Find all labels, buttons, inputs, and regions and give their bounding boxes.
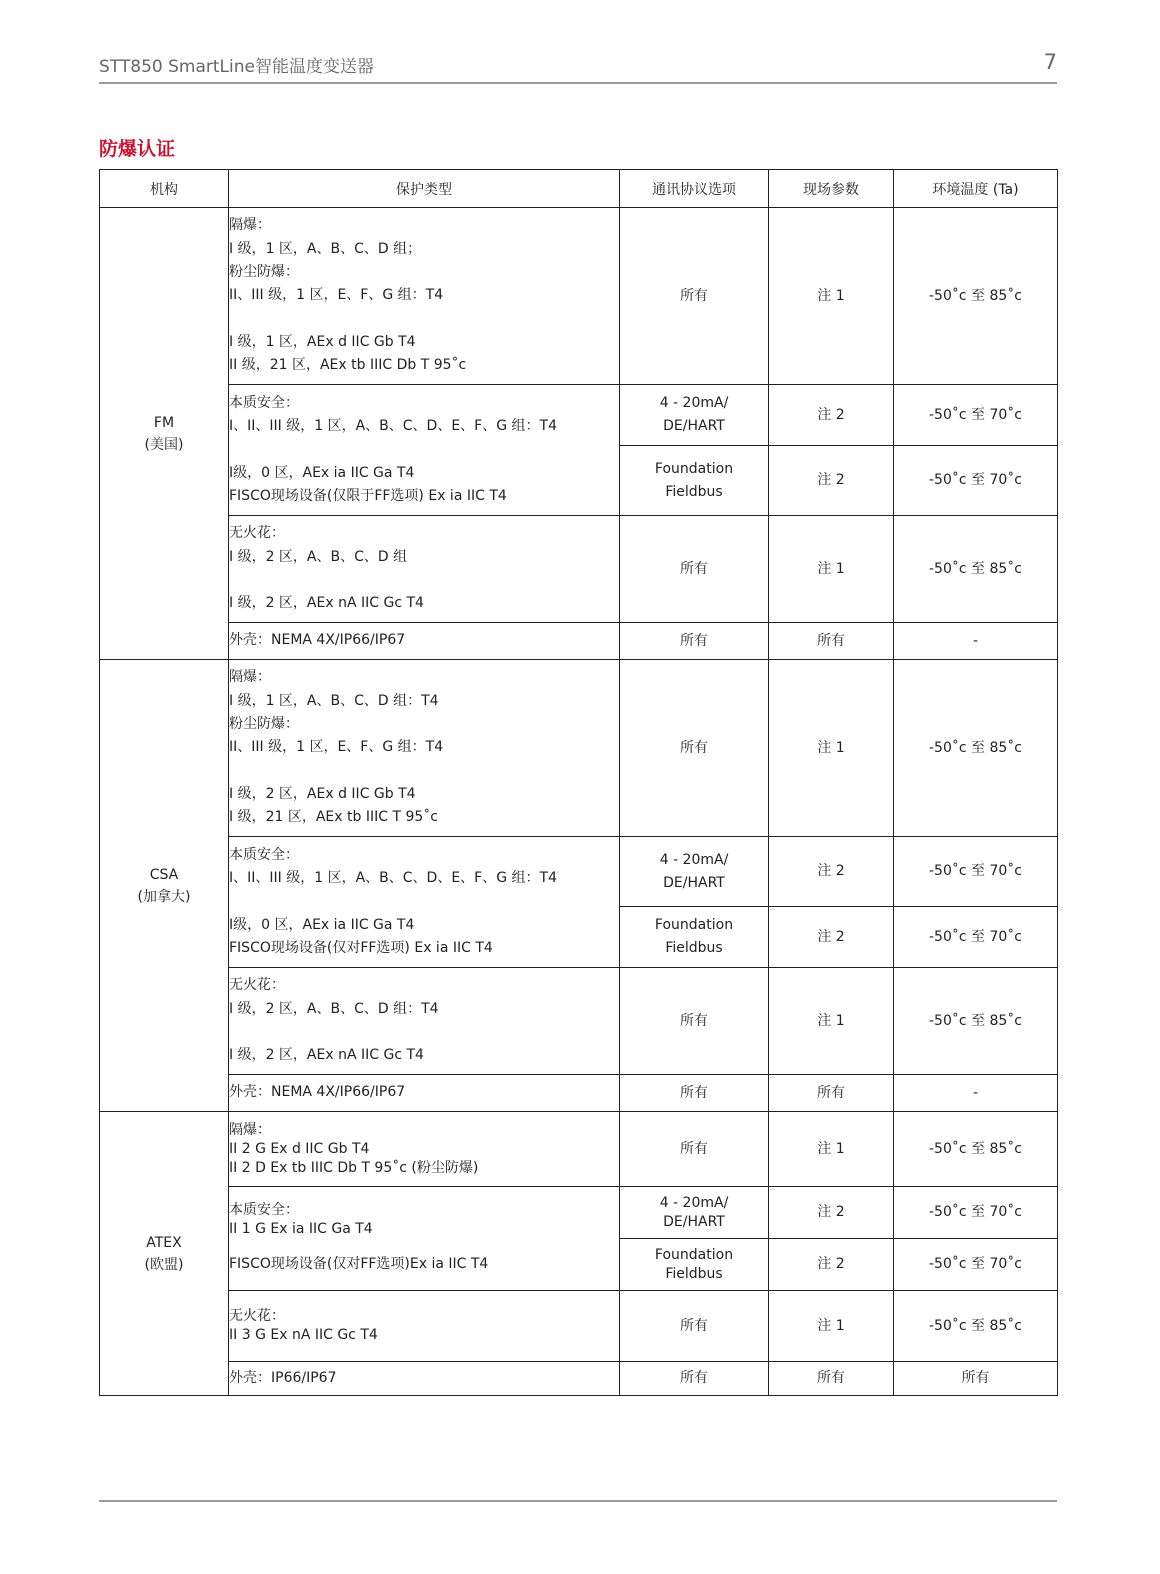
protocol-cell [620, 1239, 769, 1291]
ambient-temp-cell: -50˚c 至 70˚c [894, 837, 1058, 907]
blank-line [229, 890, 619, 913]
blank-line [229, 438, 619, 461]
table-row [100, 1187, 1058, 1239]
ambient-temp-cell: 所有 [894, 1362, 1058, 1396]
field-param-cell: 注 1 [769, 516, 894, 623]
cell-line: 无火花： [229, 977, 285, 994]
cell-line: 外壳：IP66/IP67 [229, 1370, 337, 1386]
blank-line [229, 308, 619, 331]
protocol-cell [620, 1362, 769, 1396]
page-header [99, 50, 1057, 84]
cell-line: DE/HART [663, 418, 725, 434]
ambient-temp-cell: -50˚c 至 70˚c [894, 446, 1058, 516]
column-header-temp: 环境温度 (Ta) [894, 170, 1058, 208]
ambient-temp-cell: -50˚c 至 85˚c [894, 1291, 1058, 1362]
cell-line: DE/HART [663, 1213, 725, 1230]
cell-line: I 级，2 区，AEx d IIC Gb T4 [229, 785, 416, 802]
ambient-temp-cell: -50˚c 至 70˚c [894, 907, 1058, 968]
cell-line: FISCO现场设备(仅对FF选项) Ex ia IIC T4 [229, 939, 493, 956]
cell-line: 所有 [680, 1317, 708, 1334]
cell-line: 4 - 20mA/ [659, 851, 729, 868]
cell-line: 隔爆： [229, 669, 271, 686]
org-name: FM [153, 414, 175, 431]
protocol-cell [620, 208, 769, 385]
table-row [100, 1291, 1058, 1362]
table-row [100, 516, 1058, 623]
protection-cell [229, 623, 620, 660]
field-param-cell: 注 1 [769, 1291, 894, 1362]
protocol-cell [620, 660, 769, 837]
cell-line: II 2 G Ex d IIC Gb T4 [229, 1140, 370, 1157]
org-name: CSA [149, 866, 179, 883]
table-row [100, 837, 1058, 907]
field-param-cell: 注 1 [769, 208, 894, 385]
protection-cell [229, 968, 620, 1075]
cell-line: II 2 D Ex tb IIIC Db T 95˚c (粉尘防爆) [229, 1159, 479, 1176]
cell-line: 粉尘防爆： [229, 264, 299, 281]
document-title: STT850 SmartLine智能温度变送器 [99, 57, 374, 77]
cell-line: FISCO现场设备(仅对FF选项)Ex ia IIC T4 [229, 1255, 489, 1272]
cell-line: 无火花： [229, 525, 285, 542]
protocol-cell [620, 837, 769, 907]
cell-line: 4 - 20mA/ [659, 395, 729, 411]
cell-line: 外壳：NEMA 4X/IP66/IP67 [229, 632, 406, 649]
cell-line: 所有 [680, 1140, 708, 1157]
page-number: 7 [1043, 50, 1057, 74]
table-row [100, 1112, 1058, 1187]
column-header-protection: 保护类型 [229, 170, 620, 208]
ambient-temp-cell: -50˚c 至 85˚c [894, 516, 1058, 623]
org-cell-fm [100, 208, 229, 660]
ambient-temp-cell: -50˚c 至 70˚c [894, 1239, 1058, 1291]
org-region: (美国) [144, 436, 184, 453]
protocol-cell [620, 385, 769, 446]
field-param-cell: 注 2 [769, 837, 894, 907]
section-title: 防爆认证 [99, 138, 176, 160]
cell-line: 本质安全： [229, 1201, 299, 1218]
org-cell-atex [100, 1112, 229, 1396]
protection-cell [229, 516, 620, 623]
field-param-cell: 注 2 [769, 1239, 894, 1291]
protocol-cell [620, 446, 769, 516]
protocol-cell [620, 623, 769, 660]
cell-line: I 级，2 区，A、B、C、D 组：T4 [229, 1000, 439, 1017]
table-row [100, 660, 1058, 837]
cell-line: 外壳：NEMA 4X/IP66/IP67 [229, 1084, 406, 1101]
org-region: (加拿大) [137, 888, 191, 905]
cell-line: 本质安全： [229, 394, 299, 411]
cell-line: II 级，21 区，AEx tb IIIC Db T 95˚c [229, 357, 467, 374]
cell-line: I级，0 区，AEx ia IIC Ga T4 [229, 916, 415, 933]
blank-line [229, 760, 619, 783]
blank-line [229, 569, 619, 592]
org-cell-csa [100, 660, 229, 1112]
protection-cell [229, 837, 620, 968]
protection-cell [229, 385, 620, 516]
cell-line: II 1 G Ex ia IIC Ga T4 [229, 1220, 373, 1237]
field-param-cell: 注 2 [769, 385, 894, 446]
cell-line: 本质安全： [229, 846, 299, 863]
cell-line: I、II、III 级，1 区，A、B、C、D、E、F、G 组：T4 [229, 870, 557, 887]
cell-line: 4 - 20mA/ [659, 1194, 729, 1211]
protection-cell [229, 1239, 620, 1291]
column-header-org: 机构 [100, 170, 229, 208]
cell-line: 所有 [680, 1370, 708, 1386]
protection-cell [229, 1362, 620, 1396]
footer-rule [99, 1500, 1057, 1502]
cell-line: I 级，2 区，AEx nA IIC Gc T4 [229, 595, 424, 612]
table-header-row [100, 170, 1058, 208]
blank-line [229, 1021, 619, 1044]
cell-line: 粉尘防爆： [229, 716, 299, 733]
protection-cell [229, 1075, 620, 1112]
ambient-temp-cell: - [894, 1075, 1058, 1112]
protocol-cell [620, 907, 769, 968]
cell-line: Foundation [654, 917, 734, 933]
cell-line: 隔爆： [229, 1121, 271, 1138]
protocol-cell [620, 1112, 769, 1187]
column-header-protocol: 通讯协议选项 [620, 170, 769, 208]
cell-line: Foundation [654, 460, 734, 477]
cell-line: Foundation [654, 1246, 734, 1263]
cell-line: I、II、III 级，1 区，A、B、C、D、E、F、G 组：T4 [229, 418, 557, 435]
cell-line: Fieldbus [665, 940, 723, 956]
protection-cell [229, 208, 620, 385]
cell-line: I 级，21 区，AEx tb IIIC T 95˚c [229, 809, 438, 826]
cell-line: I 级，1 区，A、B、C、D 组：T4 [229, 692, 439, 709]
cell-line: II 3 G Ex nA IIC Gc T4 [229, 1327, 378, 1343]
ambient-temp-cell: -50˚c 至 85˚c [894, 208, 1058, 385]
cell-line: 所有 [680, 1084, 708, 1101]
ambient-temp-cell: -50˚c 至 85˚c [894, 968, 1058, 1075]
field-param-cell: 注 2 [769, 907, 894, 968]
cell-line: 所有 [680, 1012, 708, 1029]
cell-line: II、III 级，1 区，E、F、G 组：T4 [229, 739, 444, 756]
protocol-cell [620, 1075, 769, 1112]
table-row [100, 1239, 1058, 1291]
cell-line: II、III 级，1 区，E、F、G 组：T4 [229, 287, 444, 304]
table-row [100, 1362, 1058, 1396]
ambient-temp-cell: -50˚c 至 85˚c [894, 1112, 1058, 1187]
cell-line: I 级，1 区，A、B、C、D 组； [229, 240, 422, 257]
field-param-cell: 注 1 [769, 968, 894, 1075]
table-row [100, 623, 1058, 660]
cell-line: 所有 [680, 287, 708, 304]
field-param-cell: 所有 [769, 1362, 894, 1396]
ambient-temp-cell: - [894, 623, 1058, 660]
table-row [100, 385, 1058, 446]
ambient-temp-cell: -50˚c 至 70˚c [894, 385, 1058, 446]
cell-line: 所有 [680, 632, 708, 649]
cell-line: I 级，2 区，A、B、C、D 组 [229, 548, 408, 565]
org-region: (欧盟) [144, 1256, 184, 1273]
field-param-cell: 所有 [769, 1075, 894, 1112]
protocol-cell [620, 968, 769, 1075]
protocol-cell [620, 516, 769, 623]
table-row [100, 968, 1058, 1075]
cell-line: Fieldbus [665, 1265, 723, 1282]
cell-line: I 级，1 区，AEx d IIC Gb T4 [229, 333, 416, 350]
cell-line: 所有 [680, 739, 708, 756]
field-param-cell: 注 1 [769, 1112, 894, 1187]
cell-line: I级，0 区，AEx ia IIC Ga T4 [229, 464, 415, 481]
protection-cell [229, 1112, 620, 1187]
field-param-cell: 注 2 [769, 446, 894, 516]
certification-table [99, 169, 1058, 1396]
table-row [100, 1075, 1058, 1112]
protocol-cell [620, 1187, 769, 1239]
cell-line: I 级，2 区，AEx nA IIC Gc T4 [229, 1047, 424, 1064]
ambient-temp-cell: -50˚c 至 70˚c [894, 1187, 1058, 1239]
protocol-cell [620, 1291, 769, 1362]
cell-line: DE/HART [663, 874, 725, 891]
ambient-temp-cell: -50˚c 至 85˚c [894, 660, 1058, 837]
field-param-cell: 注 2 [769, 1187, 894, 1239]
cell-line: 无火花： [229, 1308, 285, 1324]
cell-line: 隔爆： [229, 217, 271, 234]
cell-line: 所有 [680, 560, 708, 577]
cell-line: FISCO现场设备(仅限于FF选项) Ex ia IIC T4 [229, 487, 507, 504]
cell-line: Fieldbus [665, 483, 723, 500]
table-row [100, 208, 1058, 385]
field-param-cell: 注 1 [769, 660, 894, 837]
org-name: ATEX [146, 1234, 182, 1251]
protection-cell [229, 1187, 620, 1239]
field-param-cell: 所有 [769, 623, 894, 660]
column-header-field: 现场参数 [769, 170, 894, 208]
protection-cell [229, 1291, 620, 1362]
protection-cell [229, 660, 620, 837]
